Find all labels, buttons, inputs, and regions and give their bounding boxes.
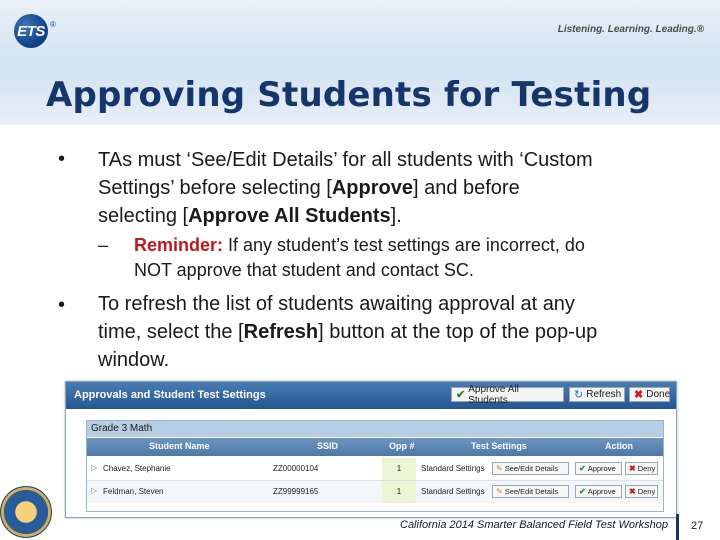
- bullet-2-line-1: To refresh the list of students awaiting approval at any: [98, 293, 575, 315]
- see-edit-details-button[interactable]: ✎ See/Edit Details: [492, 462, 569, 475]
- ets-logo-icon: [14, 14, 48, 48]
- check-icon: ✔: [579, 487, 586, 496]
- footer-divider: [676, 514, 679, 540]
- tagline: Listening. Learning. Leading.®: [557, 24, 704, 35]
- check-icon: ✔: [456, 389, 466, 401]
- deny-button[interactable]: ✖ Deny: [625, 462, 658, 475]
- column-opp: Opp #: [389, 441, 415, 451]
- sub-bullet-symbol: –: [98, 235, 109, 255]
- footer-caption: California 2014 Smarter Balanced Field Test Workshop: [400, 519, 669, 531]
- approve-all-students-button[interactable]: ✔ Approve All Students: [451, 387, 564, 402]
- pencil-icon: ✎: [496, 487, 503, 496]
- approve-button[interactable]: ✔ Approve: [575, 462, 622, 475]
- table-row: [87, 481, 663, 503]
- close-icon: ✖: [629, 464, 636, 473]
- column-action: Action: [605, 441, 633, 451]
- column-test-settings: Test Settings: [471, 441, 527, 451]
- test-settings: Standard Settings: [421, 487, 485, 496]
- popup-title: Approvals and Student Test Settings: [74, 389, 266, 401]
- expand-icon[interactable]: ▷: [91, 463, 98, 472]
- registered-mark: ®: [50, 19, 56, 29]
- bullet-2-line-3: window.: [98, 349, 170, 371]
- approvals-popup: [65, 381, 677, 518]
- slide-title: Approving Students for Testing: [46, 75, 652, 115]
- student-ssid: ZZ99999165: [273, 487, 319, 496]
- table-header: [87, 438, 663, 456]
- student-ssid: ZZ00000104: [273, 464, 319, 473]
- bullet-2-line-2: time, select the [Refresh] button at the top of the pop-up: [98, 321, 598, 343]
- column-student-name: Student Name: [149, 441, 210, 451]
- refresh-button[interactable]: ↻ Refresh: [569, 387, 625, 402]
- column-ssid: SSID: [317, 441, 339, 451]
- opportunity-number: 1: [382, 481, 416, 503]
- done-button[interactable]: ✖ Done: [629, 387, 670, 402]
- bullet-1: [98, 146, 708, 230]
- student-name: Feldman, Steven: [103, 487, 164, 496]
- bullet-1-line-2: Settings’ before selecting [Approve] and before: [98, 177, 520, 199]
- test-settings: Standard Settings: [421, 464, 485, 473]
- page-number: 27: [691, 520, 704, 532]
- ets-logo: [14, 14, 56, 48]
- grade-panel: [86, 420, 664, 512]
- reminder-label: Reminder:: [134, 235, 224, 255]
- approve-button[interactable]: ✔ Approve: [575, 485, 622, 498]
- reminder-text-1: If any student’s test settings are incorrect, do: [223, 235, 585, 255]
- panel-title: Grade 3 Math: [87, 421, 663, 437]
- ets-logo-text: ETS: [17, 22, 45, 40]
- pencil-icon: ✎: [496, 464, 503, 473]
- popup-title-bar: [66, 382, 676, 409]
- bullet-1-line-1: TAs must ‘See/Edit Details’ for all students with ‘Custom: [98, 149, 593, 171]
- table-row: [87, 458, 663, 481]
- opportunity-number: 1: [382, 458, 416, 480]
- deny-button[interactable]: ✖ Deny: [625, 485, 658, 498]
- student-name: Chavez, Stephanie: [103, 464, 171, 473]
- state-seal-icon: [0, 486, 52, 538]
- close-icon: ✖: [629, 487, 636, 496]
- refresh-icon: ↻: [574, 389, 584, 401]
- reminder-note: [134, 233, 714, 283]
- bullet-symbol: •: [58, 148, 66, 170]
- reminder-text-2: NOT approve that student and contact SC.: [134, 260, 474, 280]
- check-icon: ✔: [579, 464, 586, 473]
- bullet-1-line-3: selecting [Approve All Students].: [98, 205, 402, 227]
- bullet-symbol: •: [58, 294, 66, 316]
- expand-icon[interactable]: ▷: [91, 486, 98, 495]
- see-edit-details-button[interactable]: ✎ See/Edit Details: [492, 485, 569, 498]
- bullet-2: [98, 290, 713, 374]
- close-icon: ✖: [634, 389, 644, 401]
